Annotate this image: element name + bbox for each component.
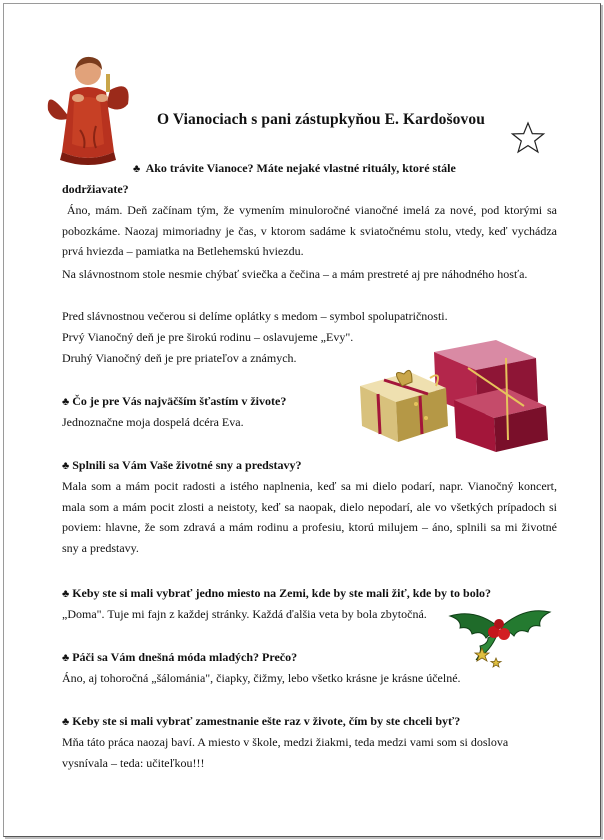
page-title: O Vianociach s pani zástupkyňou E. Kardošovou [157,111,485,128]
answer-1-paragraph-3: Pred slávnostnou večerou si delíme oplátky s medom – symbol spolupatričnosti. [62,309,448,323]
answer-3: Mala som a mám pocit radosti a istého naplnenia, keď sa mi dielo podarí, napr. Vianočný koncert, mala som a mám pocit zlosti a neistoty, keď sa naopak, dielo nepodarí, ale vo všetkých prípadoch si poviem: hlavne, že som zdravá a mám rodinu a profesiu, ktorú milujem – áno, splnili sa mi životné sny a predstavy. [62,479,557,555]
question-5: ♣ Páči sa Vám dnešná móda mladých? Prečo? [62,650,298,664]
answer-2: Jednoznačne moja dospelá dcéra Eva. [62,415,244,429]
question-6: ♣ Keby ste si mali vybrať zamestnanie ešte raz v živote, čím by ste chceli byť? [62,714,461,728]
question-4: ♣ Keby ste si mali vybrať jedno miesto na Zemi, kde by ste mali žiť, kde by to bolo? [62,586,492,600]
angel-figurine-image [40,48,136,170]
club-icon: ♣ [62,716,70,728]
club-icon: ♣ [62,460,70,472]
question-1-continuation: dodržiavate? [62,182,129,196]
question-2: ♣ Čo je pre Vás najväčším šťastím v živote? [62,394,287,408]
christmas-gift-boxes-image [356,330,550,454]
question-1: ♣ Ako trávite Vianoce? Máte nejaké vlastné rituály, ktoré stále [133,161,456,175]
answer-5: Áno, aj tohoročná „šálománia", čiapky, čižmy, lebo všetko krásne je krásne účelné. [62,671,461,685]
answer-1-paragraph-5: Druhý Vianočný deň je pre priateľov a známych. [62,351,297,365]
answer-4: „Doma". Tuje mi fajn z každej stránky. Každá ďalšia veta by bola zbytočná. [62,607,427,621]
answer-1-paragraph-1: Áno, mám. Deň začínam tým, že vymením minuloročné vianočné imelá za nové, pod ktorými sa pobozkáme. Naozaj mimoriadny je čas, v ktorom sadáme k sviatočnému stolu, vtedy, keď vychádza prvá hviezda – pamiatka na Betlehemskú hviezdu. [62,203,557,258]
club-icon: ♣ [62,588,70,600]
club-icon: ♣ [133,163,141,175]
answer-1-paragraph-2: Na slávnostnom stole nesmie chýbať sviečka a čečina – a mám prestreté aj pre náhodného hosťa. [62,267,528,281]
star-outline-icon [510,121,546,155]
club-icon: ♣ [62,396,70,408]
question-3: ♣ Splnili sa Vám Vaše životné sny a predstavy? [62,458,302,472]
holly-decoration-image [442,598,556,668]
answer-6: Mňa táto práca naozaj baví. A miesto v škole, medzi žiakmi, teda medzi vami som si doslova vysnívala – teda: učiteľkou!!! [62,735,509,770]
club-icon: ♣ [62,652,70,664]
answer-1-paragraph-4: Prvý Vianočný deň je pre širokú rodinu – oslavujeme „Evy". [62,330,354,344]
